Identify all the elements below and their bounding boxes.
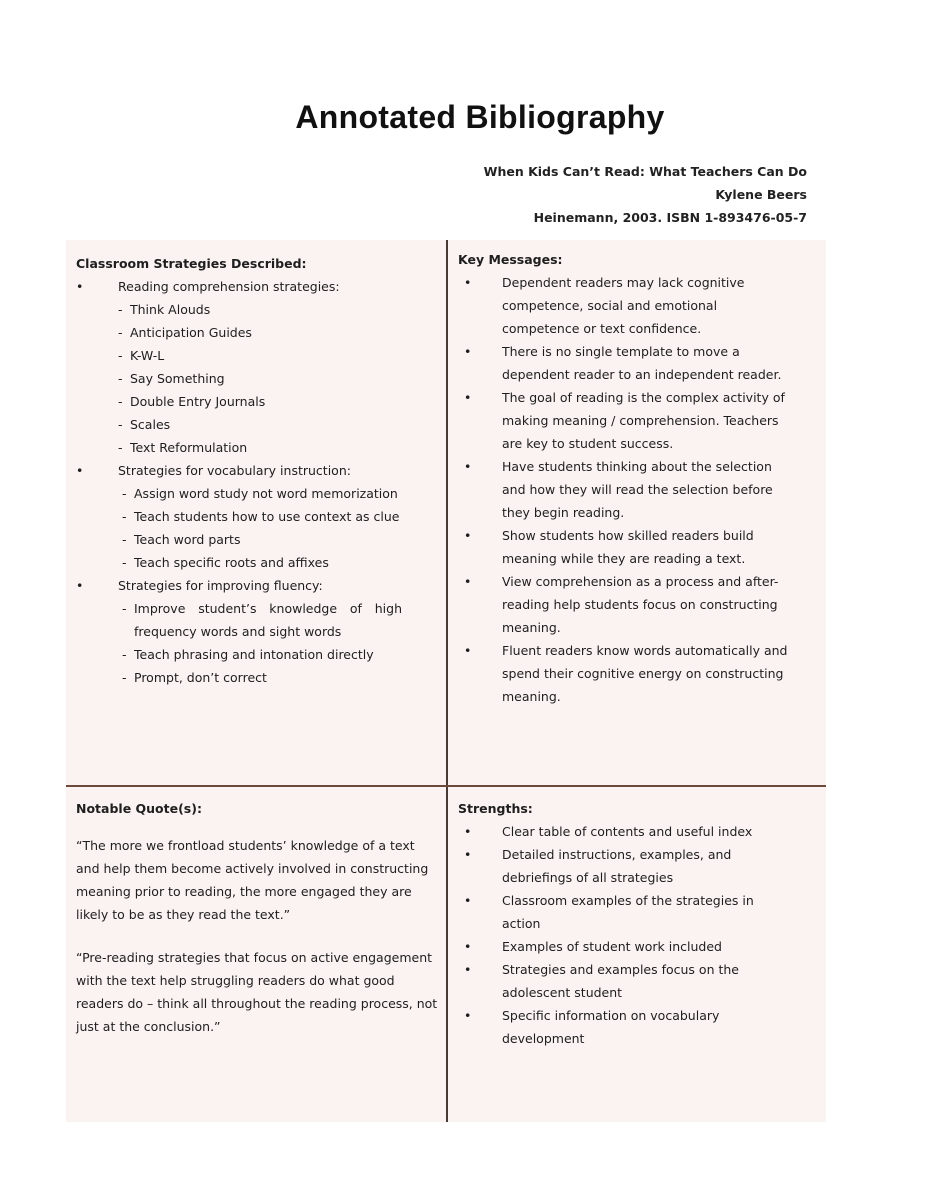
bullet-icon: • (464, 344, 472, 359)
key-message-item: • There is no single template to move a dependent reader to an independent reader. (458, 340, 788, 386)
quotes-cell (76, 797, 438, 1038)
strategy-item: - Think Alouds (118, 302, 211, 317)
quote-text: “The more we frontload students’ knowledge of a text and help them become actively involved in constructing meaning prior to reading, the more engaged they are likely to be as they read the text.” (76, 838, 429, 922)
bullet-icon: • (464, 1008, 472, 1023)
strategy-item: - Text Reformulation (118, 440, 248, 455)
strength-item: • Strategies and examples focus on the adolescent student (458, 958, 778, 1004)
strategy-item: - Teach word parts (122, 532, 241, 547)
citation-block (484, 160, 807, 229)
bullet-icon: • (464, 962, 472, 977)
bullet-icon: • (464, 459, 472, 474)
quotes-heading: Notable Quote(s): (76, 801, 202, 816)
strategy-item: - Scales (118, 417, 171, 432)
key-message-item: • View comprehension as a process and after- reading help students focus on constructing meaning. (458, 570, 788, 639)
annotation-table (66, 240, 826, 1122)
strength-item: • Clear table of contents and useful index (458, 820, 778, 843)
bullet-icon: • (464, 574, 472, 589)
strategy-group-label: Strategies for improving fluency: (118, 578, 323, 593)
bullet-icon: • (76, 463, 84, 478)
strengths-list (458, 820, 778, 1050)
strategy-item: - Teach students how to use context as clue (122, 509, 400, 524)
strength-item: • Specific information on vocabulary development (458, 1004, 778, 1050)
book-publisher-isbn: Heinemann, 2003. ISBN 1-893476-05-7 (533, 210, 807, 225)
bullet-icon: • (76, 578, 84, 593)
book-author: Kylene Beers (715, 187, 807, 202)
strategy-item: - Teach phrasing and intonation directly (122, 647, 374, 662)
page-title: Annotated Bibliography (295, 99, 665, 136)
bullet-icon: • (76, 279, 84, 294)
bullet-icon: • (464, 643, 472, 658)
bullet-icon: • (464, 847, 472, 862)
strategy-item: - Improve student’s knowledge of high frequency words and sight words (122, 601, 402, 639)
strategy-item: - Assign word study not word memorization (122, 486, 398, 501)
key-message-item: • Show students how skilled readers build meaning while they are reading a text. (458, 524, 788, 570)
strengths-heading: Strengths: (458, 801, 533, 816)
bullet-icon: • (464, 939, 472, 954)
strategy-item: - Prompt, don’t correct (122, 670, 267, 685)
strength-item: • Examples of student work included (458, 935, 778, 958)
strength-item: • Classroom examples of the strategies in action (458, 889, 778, 935)
book-title: When Kids Can’t Read: What Teachers Can Do (483, 164, 807, 179)
quote-text: “Pre-reading strategies that focus on active engagement with the text help struggling readers do what good readers do – think all throughout the reading process, not just at the conclusion.” (76, 950, 438, 1034)
strategy-sublist (118, 597, 402, 689)
strategy-group-label: Reading comprehension strategies: (118, 279, 340, 294)
strategy-groups (76, 275, 438, 689)
strategy-item: - Anticipation Guides (118, 325, 252, 340)
strategies-cell (76, 252, 438, 689)
strategy-group-vocabulary (76, 459, 438, 574)
strategies-heading: Classroom Strategies Described: (76, 256, 307, 271)
key-messages-heading: Key Messages: (458, 252, 563, 267)
bullet-icon: • (464, 275, 472, 290)
strategy-group-fluency (76, 574, 438, 689)
bullet-icon: • (464, 528, 472, 543)
strengths-cell (458, 797, 816, 1050)
strategy-item: - K-W-L (118, 348, 165, 363)
key-message-item: • Fluent readers know words automatically and spend their cognitive energy on constructing meaning. (458, 639, 788, 708)
key-message-item: • Dependent readers may lack cognitive competence, social and emotional competence or text confidence. (458, 271, 788, 340)
bullet-icon: • (464, 824, 472, 839)
key-messages-cell (458, 248, 816, 708)
key-message-item: • The goal of reading is the complex activity of making meaning / comprehension. Teachers are key to student success. (458, 386, 788, 455)
strategy-item: - Say Something (118, 371, 225, 386)
strategy-sublist (118, 298, 438, 459)
strategy-group-comprehension (76, 275, 438, 459)
strength-item: • Detailed instructions, examples, and debriefings of all strategies (458, 843, 778, 889)
strategy-item: - Teach specific roots and affixes (122, 555, 329, 570)
table-horizontal-divider (66, 785, 826, 787)
bullet-icon: • (464, 893, 472, 908)
strategy-sublist (118, 482, 422, 574)
key-messages-list (458, 271, 788, 708)
strategy-group-label: Strategies for vocabulary instruction: (118, 463, 351, 478)
table-vertical-divider (446, 240, 448, 1122)
key-message-item: • Have students thinking about the selection and how they will read the selection before they begin reading. (458, 455, 788, 524)
bullet-icon: • (464, 390, 472, 405)
strategy-item: - Double Entry Journals (118, 394, 266, 409)
